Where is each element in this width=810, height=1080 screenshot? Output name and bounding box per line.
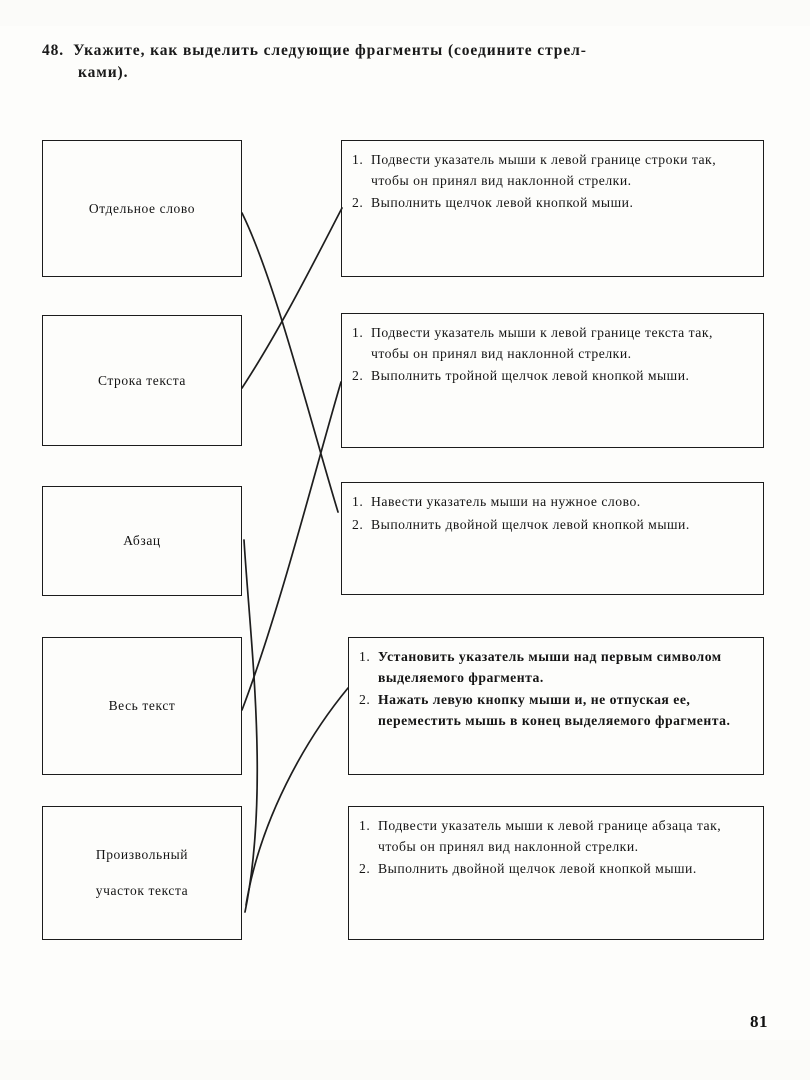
- right-item-3-step-2-number: 2.: [352, 516, 364, 532]
- left-item-5-label: [96, 846, 189, 900]
- right-item-1[interactable]: [341, 140, 764, 277]
- left-item-1-label: Отдельное слово: [88, 200, 196, 216]
- left-item-5[interactable]: [42, 806, 242, 940]
- right-item-1-step-2-text: Выполнить щелчок левой кнопкой мыши.: [371, 195, 634, 210]
- left-item-5-label-line-1: Произвольный: [95, 847, 189, 862]
- left-item-3[interactable]: [42, 486, 242, 596]
- right-item-4-step-1-text: Установить указатель мыши над первым символом выделяемого фрагмента.: [378, 649, 722, 685]
- right-item-5-step-2-text: Выполнить двойной щелчок левой кнопкой мыши.: [378, 861, 697, 876]
- right-item-3-step-1-text: Навести указатель мыши на нужное слово.: [371, 494, 641, 509]
- left-item-2[interactable]: [42, 315, 242, 446]
- connector-line-3: [244, 540, 257, 912]
- right-item-4-step-1: [359, 647, 751, 688]
- right-item-2-step-2-text: Выполнить тройной щелчок левой кнопкой мыши.: [371, 368, 690, 383]
- connector-line-5: [246, 688, 348, 905]
- right-item-3-step-1-number: 1.: [352, 494, 364, 509]
- right-item-2[interactable]: [341, 313, 764, 448]
- right-item-2-step-1-text: Подвести указатель мыши к левой границе текста так, чтобы он принял вид наклонной стрелки.: [371, 325, 713, 361]
- right-item-3-step-1: [352, 492, 751, 513]
- left-item-5-label-line-2: участок текста: [95, 883, 189, 898]
- right-item-5[interactable]: [348, 806, 764, 940]
- right-item-5-step-1: [359, 816, 751, 857]
- connector-line-4: [242, 382, 341, 710]
- task-text-line-1: Укажите, как выделить следующие фрагменты (соедините стрел-: [73, 42, 587, 59]
- right-item-1-step-1-text: Подвести указатель мыши к левой границе строки так, чтобы он принял вид наклонной стрелки.: [371, 152, 717, 188]
- right-item-3-step-2: [352, 515, 751, 536]
- right-item-4-step-2-number: 2.: [359, 692, 371, 707]
- right-item-5-step-1-text: Подвести указатель мыши к левой границе абзаца так, чтобы он принял вид наклонной стрелки.: [378, 818, 722, 854]
- left-item-3-label: Абзац: [123, 533, 161, 548]
- right-item-3-step-2-text: Выполнить двойной щелчок левой кнопкой мыши.: [371, 516, 690, 532]
- right-item-1-step-2: [352, 193, 751, 214]
- connector-line-2: [242, 208, 342, 388]
- task-number: 48.: [42, 42, 65, 59]
- right-item-2-step-1-number: 1.: [352, 325, 364, 340]
- left-item-2-label: Строка текста: [97, 372, 187, 388]
- right-item-1-step-1: [352, 150, 751, 191]
- right-item-5-step-2-number: 2.: [359, 861, 371, 876]
- task-text-line-2: ками).: [78, 64, 129, 81]
- left-item-4[interactable]: [42, 637, 242, 775]
- left-item-4-label: Весь текст: [108, 698, 176, 713]
- page-number: 81: [750, 1012, 768, 1031]
- right-item-4-step-2: [359, 690, 751, 731]
- right-item-5-step-1-number: 1.: [359, 818, 371, 833]
- right-item-4-step-1-number: 1.: [359, 649, 371, 664]
- right-item-2-step-1: [352, 323, 751, 364]
- right-item-4-step-2-text: Нажать левую кнопку мыши и, не отпуская ее, переместить мышь в конец выделяемого фрагмента.: [378, 692, 731, 728]
- right-item-2-step-2: [352, 366, 751, 387]
- right-item-1-step-2-number: 2.: [352, 195, 364, 210]
- right-item-3[interactable]: [341, 482, 764, 595]
- left-item-1[interactable]: [42, 140, 242, 277]
- right-item-2-step-2-number: 2.: [352, 368, 364, 383]
- right-item-1-step-1-number: 1.: [352, 152, 364, 167]
- right-item-5-step-2: [359, 859, 751, 880]
- right-item-4[interactable]: [348, 637, 764, 775]
- connector-line-1: [242, 213, 338, 512]
